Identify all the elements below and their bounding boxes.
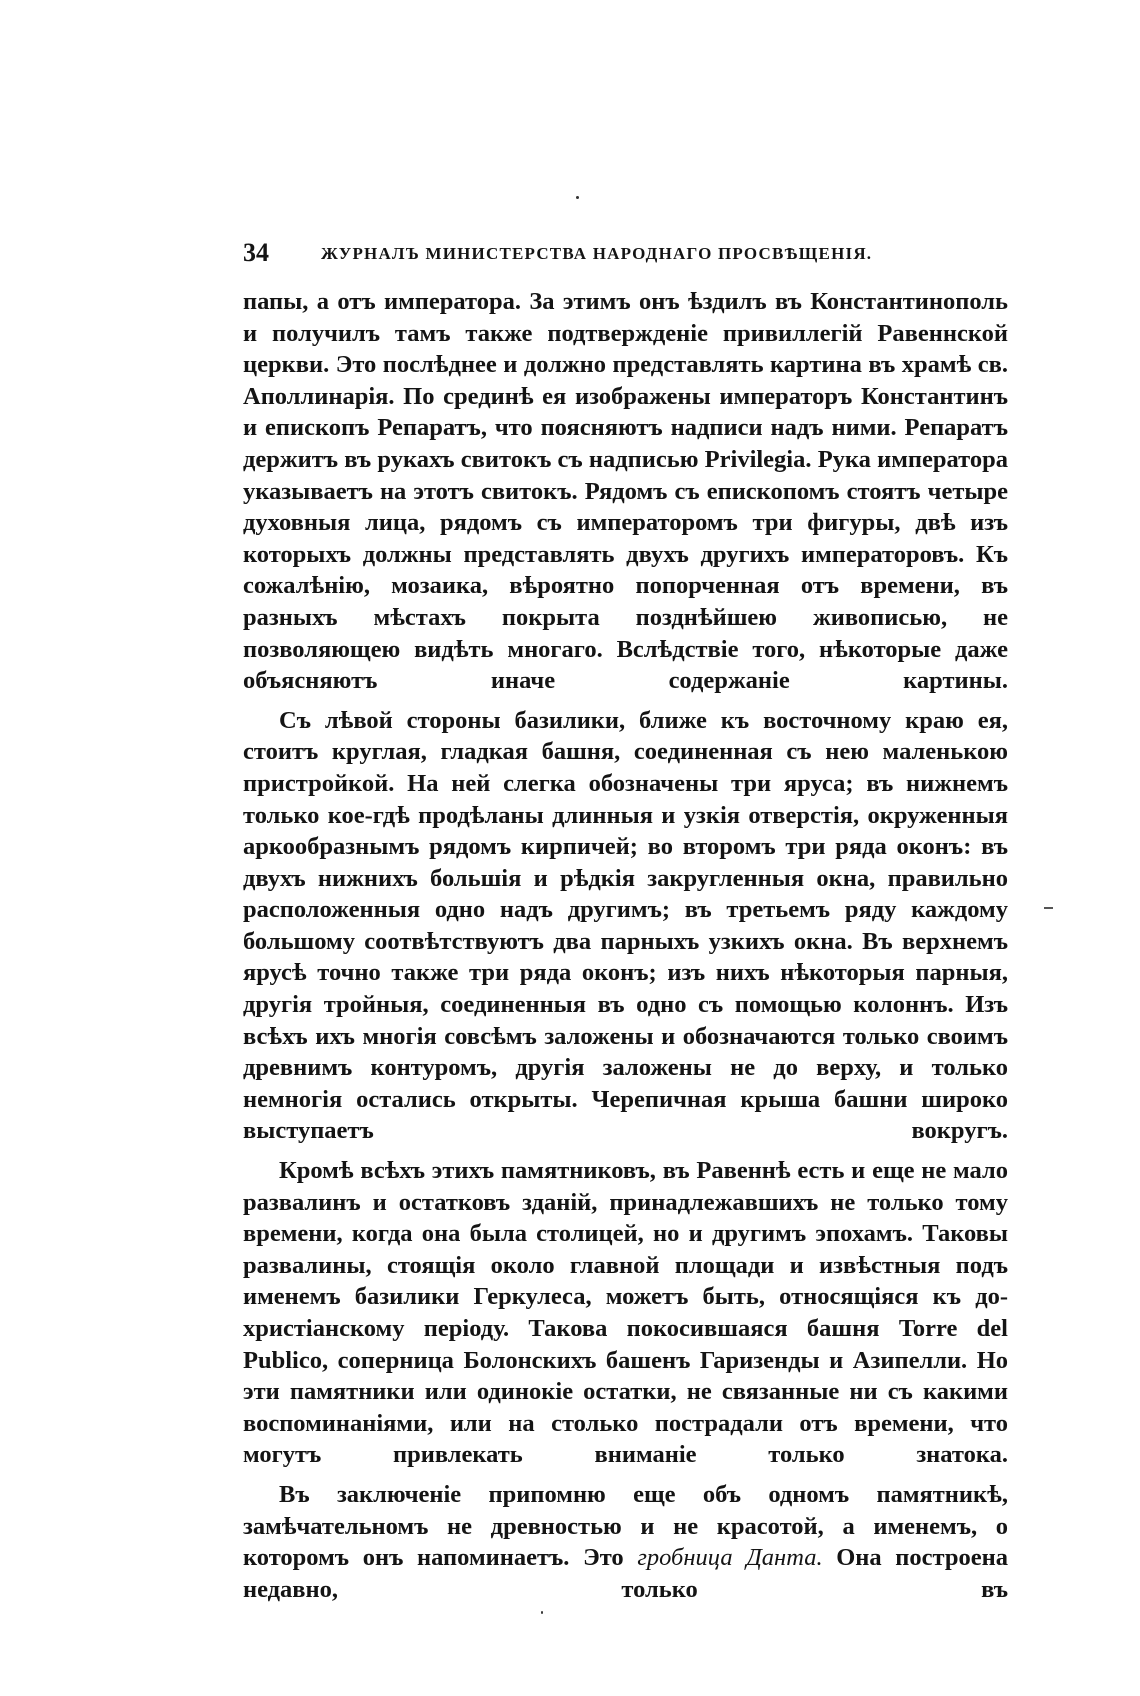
body-text (243, 286, 1008, 1613)
paragraph-4-text-before: Въ заключеніе припомню еще объ одномъ памятникѣ, замѣчательномъ не древностью и не красотой, а именемъ, о которомъ онъ напоминаетъ. Это (243, 1480, 1008, 1572)
italic-phrase: гробница Данта. (637, 1544, 823, 1572)
paragraph-3: Кромѣ всѣхъ этихъ памятниковъ, въ Равеннѣ есть и еще не мало развалинъ и остатковъ зданій, принадлежавшихъ не только тому времени, когда она была столицей, но и другимъ эпохамъ. Таковы развалины, стоящія около главной площади и извѣстныя подъ именемъ базилики Геркулеса, можетъ быть, относящіяся къ до-христіанскому періоду. Такова покосившаяся башня Torre del Publico, соперница Болонскихъ башенъ Гаризенды и Азипелли. Но эти памятники или одинокіе остатки, не связанные ни съ какими воспоминаніями, или на столько пострадали отъ времени, что могутъ привлекать вниманіе только знатока. (243, 1157, 1008, 1469)
running-title: ЖУРНАЛЪ МИНИСТЕРСТВА НАРОДНАГО ПРОСВѢЩЕНІЯ. (321, 244, 873, 263)
paragraph-4 (243, 1479, 1008, 1605)
page-speck (576, 196, 579, 199)
page-header (243, 236, 923, 270)
margin-mark (1044, 907, 1053, 909)
paragraph-4-text-after: Она построена недавно, только въ (243, 1544, 1008, 1603)
paragraph-2: Съ лѣвой стороны базилики, ближе къ восточному краю ея, стоитъ круглая, гладкая башня, соединенная съ нею маленькою пристройкой. На ней слегка обозначены три яруса; въ нижнемъ только кое-гдѣ продѣланы длинныя и узкія отверстія, окруженныя аркообразнымъ рядомъ кирпичей; во второмъ три ряда оконъ: въ двухъ нижнихъ большія и рѣдкія закругленныя окна, правильно расположенныя одно надъ другимъ; въ третьемъ ряду каждому большому соотвѣтствуютъ два парныхъ узкихъ окна. Въ верхнемъ ярусѣ точно также три ряда оконъ; изъ нихъ нѣкоторыя парныя, другія тройныя, соединенныя въ одно съ помощью колоннъ. Изъ всѣхъ ихъ многія совсѣмъ заложены и обозначаются только своимъ древнимъ контуромъ, другія заложены не до верху, и только немногія остались открыты. Черепичная крыша башни широко выступаетъ вокругъ. (243, 706, 1008, 1145)
paragraph-1: папы, а отъ императора. За этимъ онъ ѣздилъ въ Константинополь и получилъ тамъ также подтвержденіе привиллегій Равеннской церкви. Это послѣднее и должно представлять картина въ храмѣ св. Аполлинарія. По срединѣ ея изображены императоръ Константинъ и епископъ Репаратъ, что поясняютъ надписи надъ ними. Репаратъ держитъ въ рукахъ свитокъ съ надписью Privilegia. Рука императора указываетъ на этотъ свитокъ. Рядомъ съ епископомъ стоятъ четыре духовныя лица, рядомъ съ императоромъ три фигуры, двѣ изъ которыхъ должны представлять двухъ другихъ императоровъ. Къ сожалѣнію, мозаика, вѣроятно попорченная отъ времени, въ разныхъ мѣстахъ покрыта позднѣйшею живописью, не позволяющею видѣть многаго. Вслѣдствіе того, нѣкоторые даже объясняютъ иначе содержаніе картины. (243, 288, 1008, 695)
page-number: 34 (243, 238, 269, 267)
